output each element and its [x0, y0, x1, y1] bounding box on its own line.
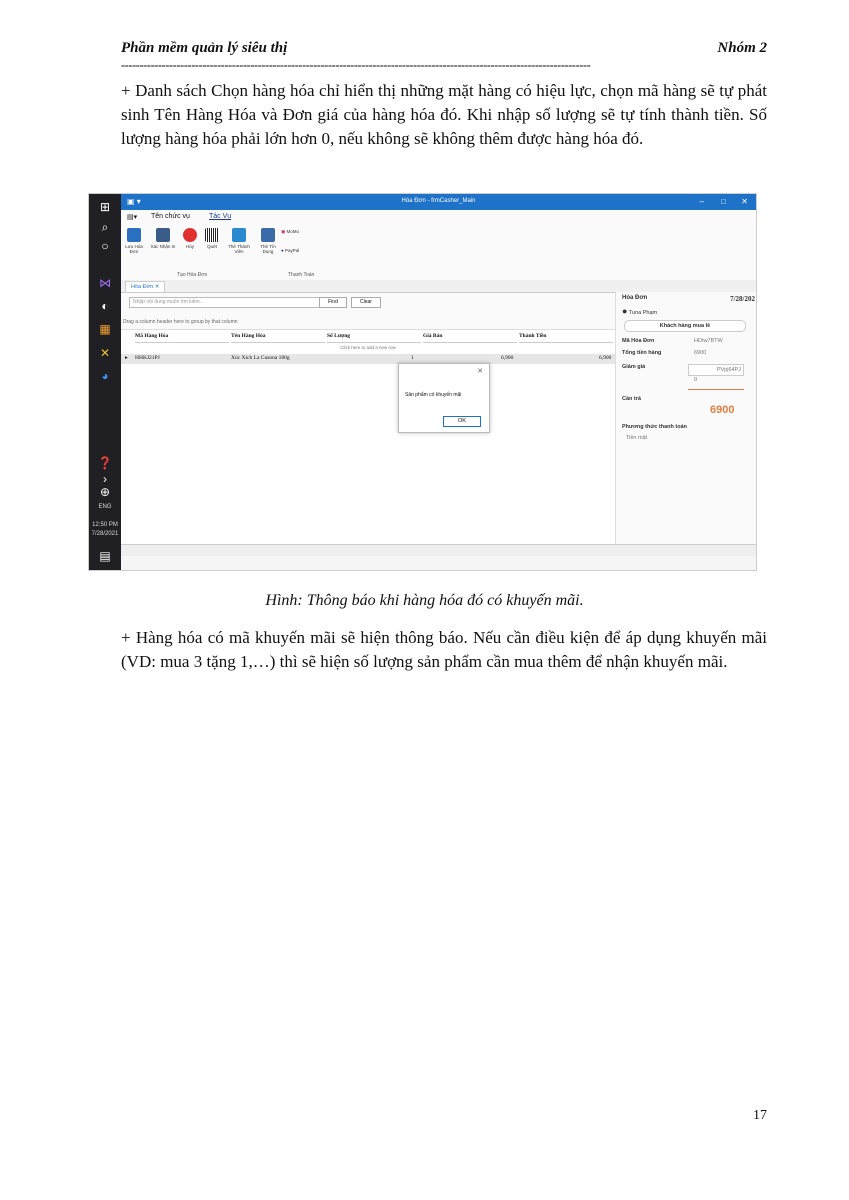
- member-card-button[interactable]: Thẻ Thành Viên: [225, 228, 253, 254]
- screenshot-figure: [88, 193, 757, 571]
- divider: [688, 389, 744, 390]
- credit-card-icon: [261, 228, 275, 242]
- table-row[interactable]: [121, 354, 615, 364]
- cell-total[interactable]: 6,900: [599, 355, 612, 361]
- paragraph-1: + Danh sách Chọn hàng hóa chỉ hiển thị những mặt hàng có hiệu lực, chọn mã hàng sẽ tự phát sinh Tên Hàng Hóa và Đơn giá của hàng hóa đó. Khi nhập số lượng sẽ tự tính thành tiền. Số lượng hàng hóa phải lớn hơn 0, nếu không sẽ không thêm được hàng hóa đó.: [121, 81, 767, 148]
- dialog-message: Sản phẩm có khuyến mãi: [405, 392, 462, 398]
- confirm-print-button[interactable]: Xác Nhận In: [149, 228, 177, 249]
- total-label: Tổng tiền hàng: [622, 350, 662, 356]
- help-icon[interactable]: ❓: [97, 456, 113, 470]
- row-indicator-icon: ▸: [125, 355, 128, 361]
- taskbar-time: 12:50 PM: [92, 522, 118, 528]
- printer-icon: [156, 228, 170, 242]
- taskbar: [89, 194, 121, 570]
- dialog-close-icon[interactable]: ✕: [477, 368, 483, 375]
- tab-close-icon[interactable]: ✕: [154, 284, 160, 290]
- invoice-date: 7/28/202: [730, 295, 755, 303]
- customer-button[interactable]: Khách hàng mua lẻ: [624, 320, 746, 332]
- header-title: Phần mềm quản lý siêu thị: [121, 40, 288, 56]
- menu-item-role[interactable]: Tên chức vụ: [151, 213, 190, 220]
- user-row: ● Tuna Phạm: [622, 306, 658, 316]
- maximize-icon[interactable]: □: [721, 197, 726, 206]
- group-payment: Thanh Toán: [288, 272, 315, 278]
- bottom-bar: [121, 556, 756, 570]
- invoice-grid: [121, 329, 615, 545]
- invoice-code-label: Mã Hóa Đơn: [622, 338, 655, 344]
- invoice-title: Hóa Đơn: [622, 295, 648, 301]
- cell-code[interactable]: HHKJ21PJ: [135, 355, 160, 361]
- taskbar-date: 7/28/2021: [91, 531, 119, 537]
- paypal-icon: ●: [281, 248, 284, 253]
- barcode-icon: [205, 228, 219, 242]
- app-window: [121, 194, 756, 570]
- cell-qty[interactable]: 1: [411, 355, 414, 361]
- menu-icon[interactable]: ▤▾: [127, 214, 138, 221]
- group-create-invoice: Tạo Hóa Đơn: [177, 272, 208, 278]
- invoice-panel: [615, 292, 757, 544]
- paint-icon[interactable]: ◕: [101, 369, 109, 383]
- cancel-button[interactable]: Hủy: [181, 228, 199, 249]
- network-icon[interactable]: ⊕: [99, 485, 111, 499]
- find-button[interactable]: Find: [319, 297, 347, 308]
- figure-caption: Hình: Thông báo khi hàng hóa đó có khuyến mãi.: [265, 592, 584, 609]
- tab-invoice[interactable]: Hóa Đơn ✕: [125, 281, 165, 292]
- header-group: Nhóm 2: [717, 40, 767, 56]
- credit-card-button[interactable]: Thẻ Tín Dụng: [257, 228, 279, 254]
- discount-label: Giảm giá: [622, 364, 646, 370]
- search-icon[interactable]: ⌕: [101, 220, 109, 234]
- invoice-code-value: HDtw7BTW: [694, 338, 723, 344]
- chevron-icon[interactable]: ›: [103, 472, 107, 486]
- total-value: 6900: [694, 350, 707, 356]
- user-avatar-icon: ●: [622, 306, 628, 316]
- cell-price[interactable]: 6,900: [501, 355, 514, 361]
- discount-code-input[interactable]: PVpj64PJ: [688, 364, 744, 376]
- payment-method-value[interactable]: Tiền mặt: [626, 435, 648, 441]
- close-icon[interactable]: ✕: [741, 197, 748, 206]
- column-header-qty[interactable]: Số Lượng: [327, 330, 421, 343]
- payment-method-label: Phương thức thanh toán: [622, 424, 688, 430]
- app-icon[interactable]: ◐: [101, 299, 109, 313]
- paragraph-2: + Hàng hóa có mã khuyến mãi sẽ hiện thông báo. Nếu cần điều kiện để áp dụng khuyến mãi (VD: mua 3 tặng 1,…) thì sẽ hiện số lượng sản phẩm cần mua thêm để nhận khuyến mãi.: [121, 628, 767, 671]
- member-card-icon: [232, 228, 246, 242]
- notification-icon[interactable]: ▤: [99, 549, 111, 563]
- promotion-dialog: [398, 363, 490, 433]
- windows-icon[interactable]: ⊞: [99, 200, 111, 214]
- tools-icon[interactable]: ✕: [99, 346, 111, 360]
- task-view-icon[interactable]: ○: [101, 239, 109, 253]
- paypal-button[interactable]: ● PayPal: [281, 248, 300, 253]
- header-divider: -------------------------------------------------------------------------------------------------------------------------------: [121, 58, 591, 72]
- search-input[interactable]: Nhập nội dung muốn tìm kiếm...: [129, 297, 320, 308]
- app-menu-icon[interactable]: ▣ ▾: [127, 197, 141, 206]
- column-header-code[interactable]: Mã Hàng Hóa: [135, 330, 229, 343]
- new-row[interactable]: Click here to add a new row: [340, 345, 396, 350]
- visual-studio-icon[interactable]: ⋈: [99, 276, 111, 290]
- folder-icon[interactable]: ▦: [99, 322, 111, 336]
- taskbar-lang[interactable]: ENG: [98, 504, 112, 510]
- amount-due-label: Cần trả: [622, 396, 641, 402]
- cell-name[interactable]: Xúc Xích La Cusona 180g: [231, 355, 290, 361]
- cancel-icon: [183, 228, 197, 242]
- group-panel-hint: Drag a column header here to group by that column: [123, 319, 238, 325]
- amount-due-value: 6900: [710, 404, 735, 416]
- page-number: 17: [753, 1108, 767, 1123]
- window-title: Hóa Đơn - frmCasher_Main: [401, 198, 476, 204]
- minimize-icon[interactable]: –: [699, 197, 704, 206]
- menu-bar: [121, 210, 756, 224]
- column-header-price[interactable]: Giá Bán: [423, 330, 517, 343]
- menu-item-tasks[interactable]: Tác Vụ: [209, 213, 232, 220]
- ribbon: [121, 224, 756, 281]
- column-header-total[interactable]: Thành Tiền: [519, 330, 613, 343]
- momo-button[interactable]: ▣ MoMo: [281, 229, 300, 234]
- clear-button[interactable]: Clear: [351, 297, 381, 308]
- save-invoice-button[interactable]: Lưu Hóa Đơn: [123, 228, 145, 254]
- scan-button[interactable]: Quét: [203, 228, 221, 249]
- column-header-name[interactable]: Tên Hàng Hóa: [231, 330, 325, 343]
- discount-value: 0: [694, 377, 698, 383]
- momo-icon: ▣: [281, 229, 286, 234]
- save-icon: [127, 228, 141, 242]
- ok-button[interactable]: OK: [443, 416, 481, 427]
- title-bar: [121, 194, 756, 210]
